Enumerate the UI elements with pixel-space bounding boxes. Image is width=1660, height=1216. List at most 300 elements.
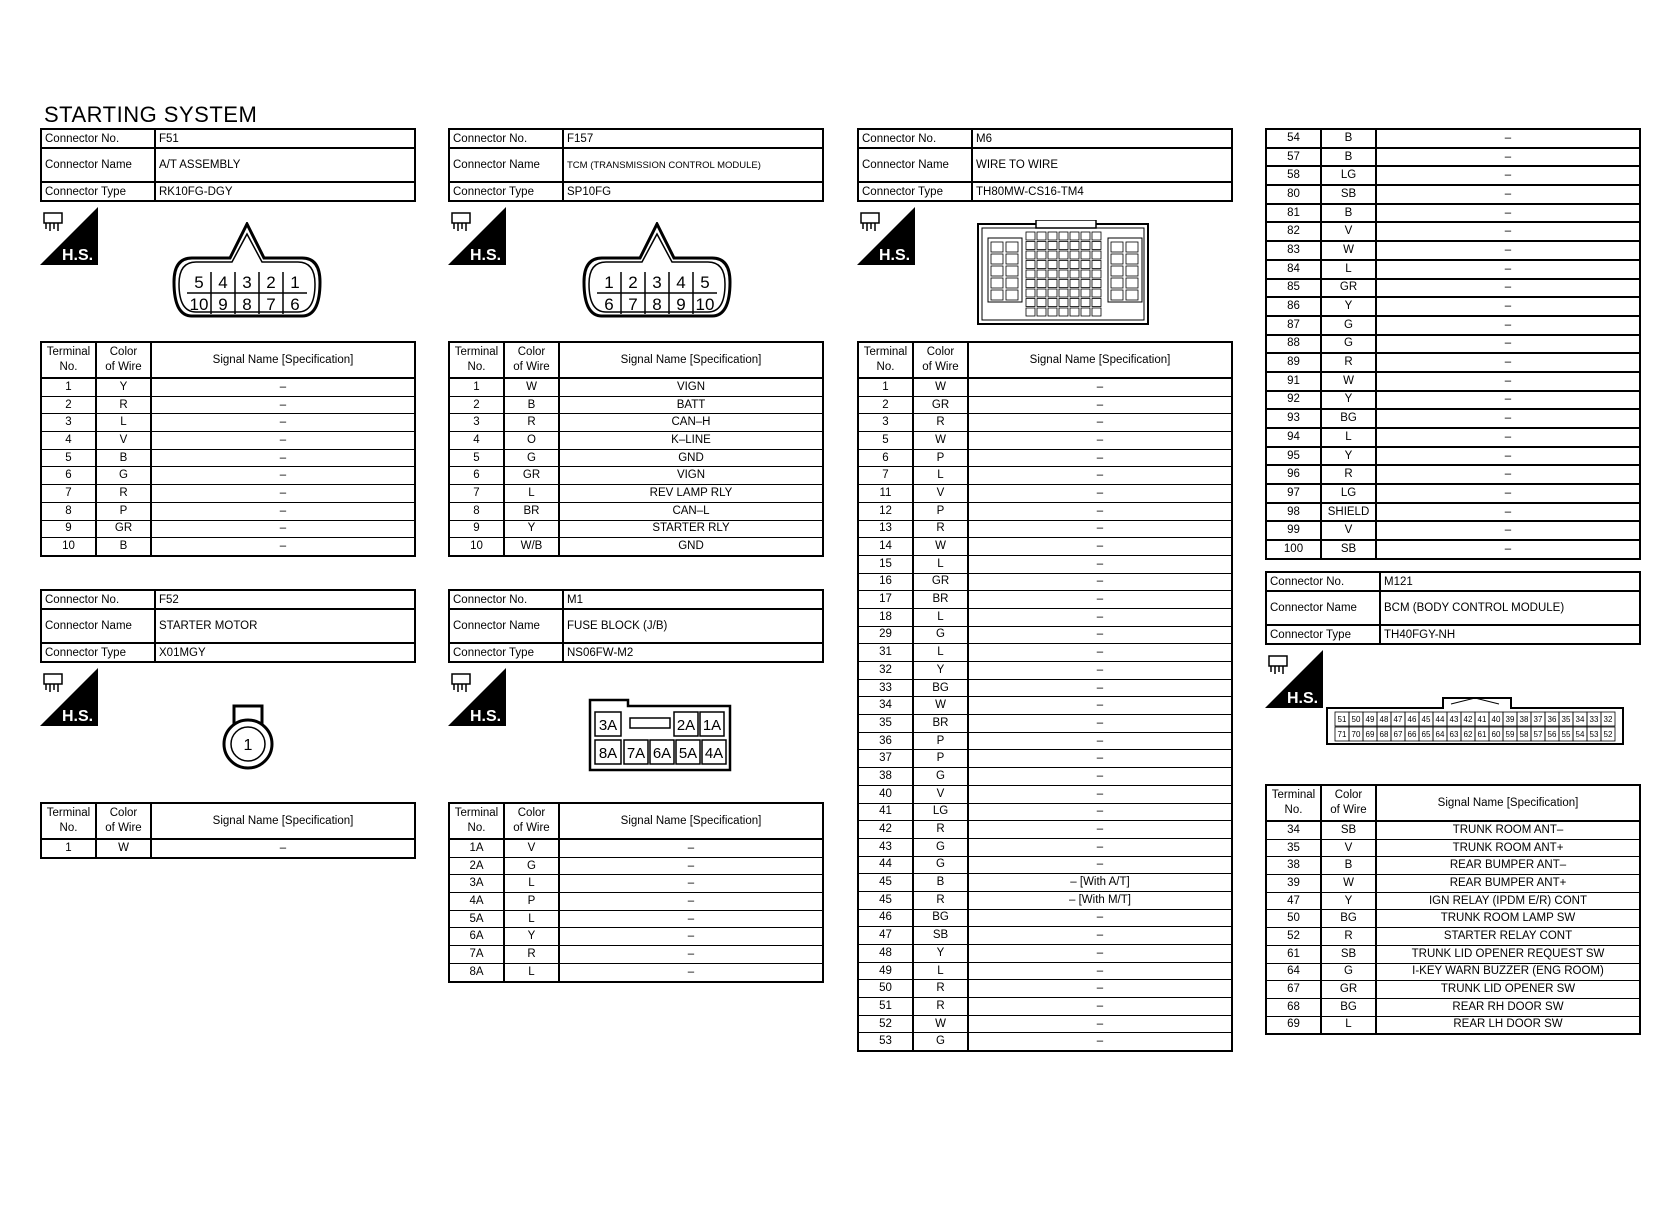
table-row (449, 928, 823, 946)
wire-color: R (504, 414, 559, 432)
wire-color: R (1321, 465, 1376, 484)
table-row (858, 432, 1232, 450)
terminal-no: 2 (449, 396, 504, 414)
pin-label: 63 (1449, 730, 1459, 739)
table-row (449, 502, 823, 520)
wire-color: L (1321, 428, 1376, 447)
signal-name: – (968, 768, 1232, 786)
wire-color: P (913, 750, 968, 768)
terminal-no: 52 (1266, 928, 1321, 946)
signal-name: – (1376, 185, 1640, 204)
signal-name: – (1376, 372, 1640, 391)
connector-type: TH40FGY-NH (1380, 625, 1640, 644)
terminal-no: 3A (449, 875, 504, 893)
wire-color: L (504, 485, 559, 503)
pin-label: 58 (1519, 730, 1529, 739)
signal-name: – (1376, 316, 1640, 335)
wire-color: B (913, 874, 968, 892)
terminal-no: 38 (858, 768, 913, 786)
pin-label: 6A (652, 745, 672, 762)
terminal-no: 4A (449, 893, 504, 911)
connector-m121: Connector No. M121 Connector Name BCM (BODY CONTROL MODULE) Connector Type TH40FGY-NH (1265, 571, 1641, 645)
terminal-no: 4 (41, 432, 96, 450)
terminal-no: 47 (1266, 892, 1321, 910)
connector-name: STARTER MOTOR (155, 609, 415, 643)
signal-name: STARTER RLY (559, 520, 823, 538)
wire-color: GR (1321, 279, 1376, 298)
wire-color: P (913, 449, 968, 467)
connector-m6: Connector No. M6 Connector Name WIRE TO WIRE Connector Type TH80MW-CS16-TM4 (857, 128, 1233, 202)
terminal-no: 86 (1266, 297, 1321, 316)
wire-color: V (96, 432, 151, 450)
signal-name: – (968, 538, 1232, 556)
terminal-no: 37 (858, 750, 913, 768)
signal-name: VIGN (559, 378, 823, 396)
pin-label: 57 (1533, 730, 1543, 739)
pin-label: 71 (1337, 730, 1347, 739)
table-row (41, 467, 415, 485)
terminal-no: 2 (41, 396, 96, 414)
connector-face-f157 (582, 222, 732, 318)
connector-type: RK10FG-DGY (155, 182, 415, 201)
terminal-no: 82 (1266, 222, 1321, 241)
wire-color: P (96, 502, 151, 520)
wire-color: BG (1321, 998, 1376, 1016)
signal-name: REAR RH DOOR SW (1376, 998, 1640, 1016)
wire-color: L (913, 608, 968, 626)
signal-name: STARTER RELAY CONT (1376, 928, 1640, 946)
pin-label: 35 (1561, 715, 1571, 724)
table-row (858, 821, 1232, 839)
wire-color: R (913, 821, 968, 839)
pin-label: 9 (676, 295, 686, 314)
terminal-no: 5 (858, 432, 913, 450)
signal-name: BATT (559, 396, 823, 414)
wire-color: Y (1321, 391, 1376, 410)
wire-color: P (913, 732, 968, 750)
terminal-no: 97 (1266, 484, 1321, 503)
terminal-no: 95 (1266, 447, 1321, 466)
signal-name: – (1376, 297, 1640, 316)
terminal-no: 33 (858, 679, 913, 697)
table-row (1266, 353, 1640, 372)
pin-table-m1: Terminal No. Color of Wire Signal Name [Specification] 1A V – 2A G – 3A L – 4A P – 5A L – 6A Y – 7A R – 8A L – (448, 802, 824, 983)
terminal-no: 87 (1266, 316, 1321, 335)
pin-label: 51 (1337, 715, 1347, 724)
wire-color: Y (1321, 892, 1376, 910)
signal-name: – (968, 962, 1232, 980)
wire-color: W (913, 432, 968, 450)
pin-label: 2A (676, 717, 696, 734)
signal-name: – (968, 644, 1232, 662)
table-row (858, 856, 1232, 874)
signal-name: – (968, 520, 1232, 538)
signal-name: – [With A/T] (968, 874, 1232, 892)
pin-label: 5 (194, 273, 204, 292)
terminal-no: 4 (449, 432, 504, 450)
wire-color: V (1321, 222, 1376, 241)
table-row (1266, 409, 1640, 428)
pin-label: 6 (290, 295, 300, 314)
pin-label: 39 (1505, 715, 1515, 724)
pin-label: 9 (218, 295, 228, 314)
table-row (858, 626, 1232, 644)
signal-name: I-KEY WARN BUZZER (ENG ROOM) (1376, 963, 1640, 981)
wire-color: G (504, 449, 559, 467)
pin-label: 2 (628, 273, 638, 292)
connector-no: F51 (155, 129, 415, 148)
wire-color: GR (913, 396, 968, 414)
signal-name: – (151, 449, 415, 467)
terminal-no: 29 (858, 626, 913, 644)
table-row (1266, 428, 1640, 447)
connector-m1: Connector No. M1 Connector Name FUSE BLOCK (J/B) Connector Type NS06FW-M2 (448, 589, 824, 663)
connector-no: M6 (972, 129, 1232, 148)
wire-color: Y (1321, 297, 1376, 316)
signal-name: – (968, 980, 1232, 998)
terminal-no: 31 (858, 644, 913, 662)
signal-name: – (151, 839, 415, 858)
page-title: STARTING SYSTEM (44, 102, 258, 127)
wire-color: G (1321, 963, 1376, 981)
signal-name: – (559, 910, 823, 928)
table-row (858, 715, 1232, 733)
wire-color: W (913, 1015, 968, 1033)
table-row (1266, 279, 1640, 298)
table-row (1266, 540, 1640, 559)
terminal-no: 47 (858, 927, 913, 945)
connector-type: SP10FG (563, 182, 823, 201)
signal-name: CAN–H (559, 414, 823, 432)
terminal-no: 34 (1266, 821, 1321, 839)
table-row (858, 662, 1232, 680)
pin-label: 6 (604, 295, 614, 314)
terminal-no: 6 (858, 449, 913, 467)
table-row (858, 838, 1232, 856)
signal-name: – (1376, 204, 1640, 223)
signal-name: – (559, 963, 823, 981)
table-row (1266, 928, 1640, 946)
signal-name: – (968, 945, 1232, 963)
table-row (858, 538, 1232, 556)
wire-color: GR (1321, 981, 1376, 999)
table-row (1266, 945, 1640, 963)
signal-name: – (968, 679, 1232, 697)
signal-name: – (968, 555, 1232, 573)
pin-table-f157: Terminal No. Color of Wire Signal Name [Specification] 1 W VIGN 2 B BATT 3 R CAN–H 4 O K–LINE 5 G GND 6 GR VIGN 7 L REV LAMP RLY 8 BR CAN–L 9 Y STARTER RLY 10 W/B GND (448, 341, 824, 557)
table-row (41, 520, 415, 538)
wire-color: SB (1321, 185, 1376, 204)
signal-name: – (559, 893, 823, 911)
wire-color: R (913, 891, 968, 909)
signal-name: – (151, 396, 415, 414)
signal-name: – (1376, 353, 1640, 372)
terminal-no: 51 (858, 998, 913, 1016)
table-row (1266, 998, 1640, 1016)
table-row (1266, 465, 1640, 484)
pin-label: 5 (700, 273, 710, 292)
table-row (449, 857, 823, 875)
table-row (41, 414, 415, 432)
table-row (1266, 503, 1640, 522)
connector-face-f52 (220, 704, 276, 770)
wire-color: SB (1321, 945, 1376, 963)
table-row (1266, 129, 1640, 148)
table-row (41, 449, 415, 467)
pin-label: 1 (290, 273, 300, 292)
signal-name: – (151, 414, 415, 432)
terminal-no: 69 (1266, 1016, 1321, 1034)
table-row (858, 732, 1232, 750)
signal-name: – (968, 821, 1232, 839)
wire-color: W (1321, 875, 1376, 893)
signal-name: – (1376, 222, 1640, 241)
terminal-no: 7 (41, 485, 96, 503)
table-row (858, 555, 1232, 573)
terminal-no: 3 (449, 414, 504, 432)
table-row (858, 891, 1232, 909)
signal-name: – (968, 909, 1232, 927)
table-row (41, 396, 415, 414)
terminal-no: 6A (449, 928, 504, 946)
signal-name: REAR BUMPER ANT– (1376, 857, 1640, 875)
signal-name: – (968, 732, 1232, 750)
pin-label: 69 (1365, 730, 1375, 739)
signal-name: – (968, 591, 1232, 609)
signal-name: VIGN (559, 467, 823, 485)
wire-color: GR (504, 467, 559, 485)
connector-f157: Connector No. F157 Connector Name TCM (TRANSMISSION CONTROL MODULE) Connector Type SP10FG (448, 128, 824, 202)
connector-header: Connector No. F51 Connector Name A/T ASSEMBLY Connector Type RK10FG-DGY (40, 128, 416, 202)
table-row (858, 591, 1232, 609)
table-row (1266, 892, 1640, 910)
terminal-no: 6 (41, 467, 96, 485)
signal-name: TRUNK ROOM LAMP SW (1376, 910, 1640, 928)
pin-label: 38 (1519, 715, 1529, 724)
table-row (41, 432, 415, 450)
table-row (449, 538, 823, 556)
signal-name: – (968, 467, 1232, 485)
signal-name: – (968, 432, 1232, 450)
wire-color: SHIELD (1321, 503, 1376, 522)
table-row (1266, 372, 1640, 391)
wire-color: R (913, 980, 968, 998)
connector-type: TH80MW-CS16-TM4 (972, 182, 1232, 201)
terminal-no: 84 (1266, 260, 1321, 279)
signal-name: TRUNK LID OPENER SW (1376, 981, 1640, 999)
pin-label: 49 (1365, 715, 1375, 724)
signal-name: – (968, 697, 1232, 715)
wire-color: B (1321, 148, 1376, 167)
terminal-no: 9 (41, 520, 96, 538)
pin-label: 3 (242, 273, 252, 292)
table-row (1266, 981, 1640, 999)
pin-label: 4 (676, 273, 686, 292)
pin-label: 3A (598, 717, 618, 734)
terminal-no: 5 (449, 449, 504, 467)
wire-color: B (1321, 857, 1376, 875)
table-row (1266, 447, 1640, 466)
wire-color: L (504, 910, 559, 928)
table-row (1266, 241, 1640, 260)
wire-color: R (504, 946, 559, 964)
signal-name: IGN RELAY (IPDM E/R) CONT (1376, 892, 1640, 910)
table-row (858, 697, 1232, 715)
connector-type: X01MGY (155, 643, 415, 662)
pin-table-f52: Terminal No. Color of Wire Signal Name [Specification] 1 W – (40, 802, 416, 859)
terminal-no: 43 (858, 838, 913, 856)
wire-color: R (913, 414, 968, 432)
signal-name: – (1376, 166, 1640, 185)
terminal-no: 16 (858, 573, 913, 591)
wire-color: L (96, 414, 151, 432)
signal-name: – (968, 838, 1232, 856)
wire-color: BR (913, 715, 968, 733)
terminal-no: 8 (449, 502, 504, 520)
pin-label: 40 (1491, 715, 1501, 724)
table-row (858, 485, 1232, 503)
pin-label: 3 (652, 273, 662, 292)
svg-text:H.S.: H.S. (1287, 690, 1319, 707)
table-row (858, 927, 1232, 945)
signal-name: – (559, 928, 823, 946)
wire-color: R (913, 520, 968, 538)
table-row (858, 768, 1232, 786)
terminal-no: 36 (858, 732, 913, 750)
terminal-no: 98 (1266, 503, 1321, 522)
signal-name: – (151, 520, 415, 538)
pin-label: 1A (702, 717, 722, 734)
wire-color: G (913, 838, 968, 856)
connector-f52: Connector No. F52 Connector Name STARTER MOTOR Connector Type X01MGY (40, 589, 416, 663)
connector-face-m6 (976, 220, 1150, 330)
signal-name: – (1376, 428, 1640, 447)
connector-face-f51 (172, 222, 322, 318)
table-row (858, 608, 1232, 626)
terminal-no: 53 (858, 1033, 913, 1051)
wire-color: BG (1321, 910, 1376, 928)
signal-name: – (559, 839, 823, 857)
terminal-no: 85 (1266, 279, 1321, 298)
signal-name: TRUNK ROOM ANT– (1376, 821, 1640, 839)
terminal-no: 57 (1266, 148, 1321, 167)
table-row (1266, 166, 1640, 185)
terminal-no: 49 (858, 962, 913, 980)
terminal-no: 96 (1266, 465, 1321, 484)
pin-label: 59 (1505, 730, 1515, 739)
signal-name: – (1376, 129, 1640, 148)
terminal-no: 68 (1266, 998, 1321, 1016)
table-row (449, 449, 823, 467)
signal-name: GND (559, 449, 823, 467)
wire-color: Y (96, 378, 151, 396)
pin-label: 60 (1491, 730, 1501, 739)
connector-no: M1 (563, 590, 823, 609)
pin-label: 33 (1589, 715, 1599, 724)
signal-name: – (968, 750, 1232, 768)
table-row (41, 839, 415, 858)
pin-label: 32 (1603, 715, 1613, 724)
wire-color: W (1321, 241, 1376, 260)
signal-name: – (1376, 409, 1640, 428)
signal-name: – (968, 378, 1232, 396)
harness-side-icon (40, 207, 98, 265)
wire-color: V (1321, 521, 1376, 540)
wire-color: R (1321, 928, 1376, 946)
wire-color: G (504, 857, 559, 875)
table-row (41, 485, 415, 503)
connector-name: BCM (BODY CONTROL MODULE) (1380, 591, 1640, 625)
table-row (449, 414, 823, 432)
terminal-no: 1 (41, 839, 96, 858)
terminal-no: 8A (449, 963, 504, 981)
terminal-no: 42 (858, 821, 913, 839)
terminal-no: 7 (858, 467, 913, 485)
wire-color: G (913, 856, 968, 874)
pin-label: 54 (1575, 730, 1585, 739)
terminal-no: 83 (1266, 241, 1321, 260)
terminal-no: 10 (41, 538, 96, 556)
terminal-no: 64 (1266, 963, 1321, 981)
signal-name: – (151, 485, 415, 503)
terminal-no: 35 (858, 715, 913, 733)
wire-color: V (913, 485, 968, 503)
signal-name: – (968, 1033, 1232, 1051)
wire-color: V (913, 785, 968, 803)
wire-color: B (1321, 204, 1376, 223)
pin-label: 50 (1351, 715, 1361, 724)
wire-color: BG (1321, 409, 1376, 428)
wire-color: R (96, 396, 151, 414)
wire-color: W (913, 697, 968, 715)
pin-label: 8 (242, 295, 252, 314)
wire-color: Y (504, 928, 559, 946)
terminal-no: 3 (41, 414, 96, 432)
terminal-no: 9 (449, 520, 504, 538)
pin-label: 36 (1547, 715, 1557, 724)
terminal-no: 48 (858, 945, 913, 963)
table-row (1266, 297, 1640, 316)
pin-label: 8 (652, 295, 662, 314)
table-row (858, 396, 1232, 414)
wire-color: W (913, 378, 968, 396)
connector-name: FUSE BLOCK (J/B) (563, 609, 823, 643)
pin-label: 2 (266, 273, 276, 292)
pin-label: 48 (1379, 715, 1389, 724)
table-row (1266, 335, 1640, 354)
pin-label: 67 (1393, 730, 1403, 739)
terminal-no: 13 (858, 520, 913, 538)
terminal-no: 8 (41, 502, 96, 520)
terminal-no: 45 (858, 874, 913, 892)
table-row (858, 909, 1232, 927)
signal-name: – (1376, 465, 1640, 484)
wire-color: SB (913, 927, 968, 945)
table-row (858, 980, 1232, 998)
table-row (858, 573, 1232, 591)
terminal-no: 81 (1266, 204, 1321, 223)
pin-label: 68 (1379, 730, 1389, 739)
signal-name: CAN–L (559, 502, 823, 520)
wire-color: GR (96, 520, 151, 538)
signal-name: REV LAMP RLY (559, 485, 823, 503)
signal-name: – (968, 927, 1232, 945)
connector-no: F157 (563, 129, 823, 148)
wire-color: B (1321, 129, 1376, 148)
harness-side-icon (448, 207, 506, 265)
connector-name: TCM (TRANSMISSION CONTROL MODULE) (563, 148, 823, 182)
terminal-no: 2A (449, 857, 504, 875)
